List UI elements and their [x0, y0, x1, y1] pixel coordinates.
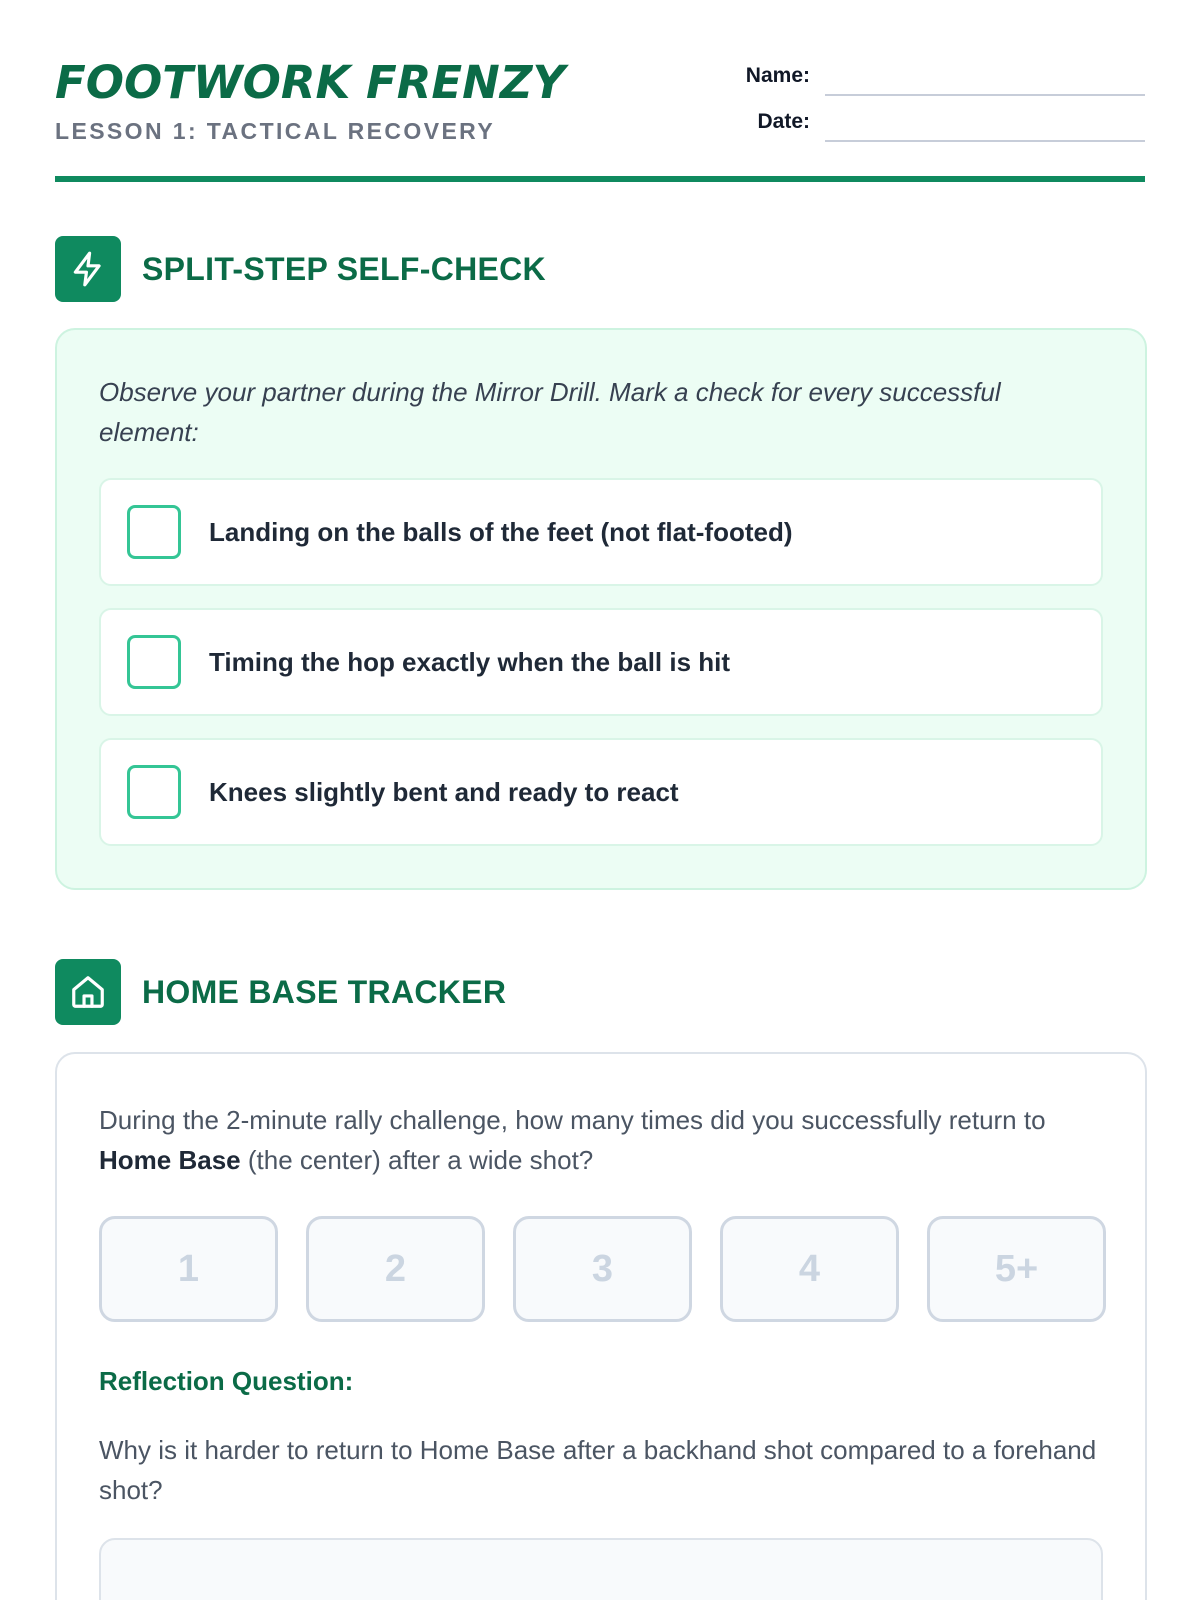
name-field[interactable]	[735, 58, 1145, 98]
split-step-title: SPLIT-STEP SELF-CHECK	[142, 250, 546, 287]
worksheet-title: FOOTWORK FRENZY	[55, 56, 566, 109]
count-option-4[interactable]: 4	[720, 1216, 899, 1322]
checkbox[interactable]	[127, 635, 181, 689]
reflection-label: Reflection Question:	[99, 1366, 354, 1396]
check-item-label: Timing the hop exactly when the ball is hit	[209, 646, 731, 677]
check-item-balls-of-feet[interactable]	[99, 478, 1103, 586]
lightning-icon	[55, 236, 121, 302]
home-base-heading	[55, 959, 506, 1025]
reflection-question: Why is it harder to return to Home Base after a backhand shot compared to a forehand shot?	[99, 1435, 1097, 1505]
home-base-question	[99, 1100, 1099, 1180]
count-option-5-plus[interactable]: 5+	[927, 1216, 1106, 1322]
checkbox[interactable]	[127, 765, 181, 819]
check-item-label: Knees slightly bent and ready to react	[209, 776, 679, 807]
return-count-options	[99, 1216, 1106, 1322]
name-line[interactable]	[825, 94, 1145, 96]
date-field[interactable]	[735, 104, 1145, 144]
split-step-card	[55, 328, 1147, 890]
count-option-1[interactable]: 1	[99, 1216, 278, 1322]
lesson-subtitle: LESSON 1: TACTICAL RECOVERY	[55, 118, 496, 144]
home-base-card	[55, 1052, 1147, 1600]
count-option-3[interactable]: 3	[513, 1216, 692, 1322]
question-text-start: During the 2-minute rally challenge, how many times did you successfully return to	[99, 1105, 1046, 1135]
worksheet-header	[55, 0, 1145, 182]
check-item-label: Landing on the balls of the feet (not flat-footed)	[209, 516, 793, 547]
check-item-hop-timing[interactable]	[99, 608, 1103, 716]
home-base-title: HOME BASE TRACKER	[142, 973, 507, 1010]
check-item-knees-bent[interactable]	[99, 738, 1103, 846]
date-line[interactable]	[825, 140, 1145, 142]
split-step-heading	[55, 236, 546, 302]
question-bold-term: Home Base	[99, 1145, 241, 1175]
date-label: Date:	[757, 110, 810, 133]
split-step-instructions: Observe your partner during the Mirror Drill. Mark a check for every successful element:	[99, 377, 1001, 447]
question-text-end: (the center) after a wide shot?	[240, 1145, 594, 1175]
home-icon	[55, 959, 121, 1025]
name-label: Name:	[745, 64, 810, 87]
count-option-2[interactable]: 2	[306, 1216, 485, 1322]
reflection-answer-box[interactable]	[99, 1538, 1103, 1600]
checkbox[interactable]	[127, 505, 181, 559]
